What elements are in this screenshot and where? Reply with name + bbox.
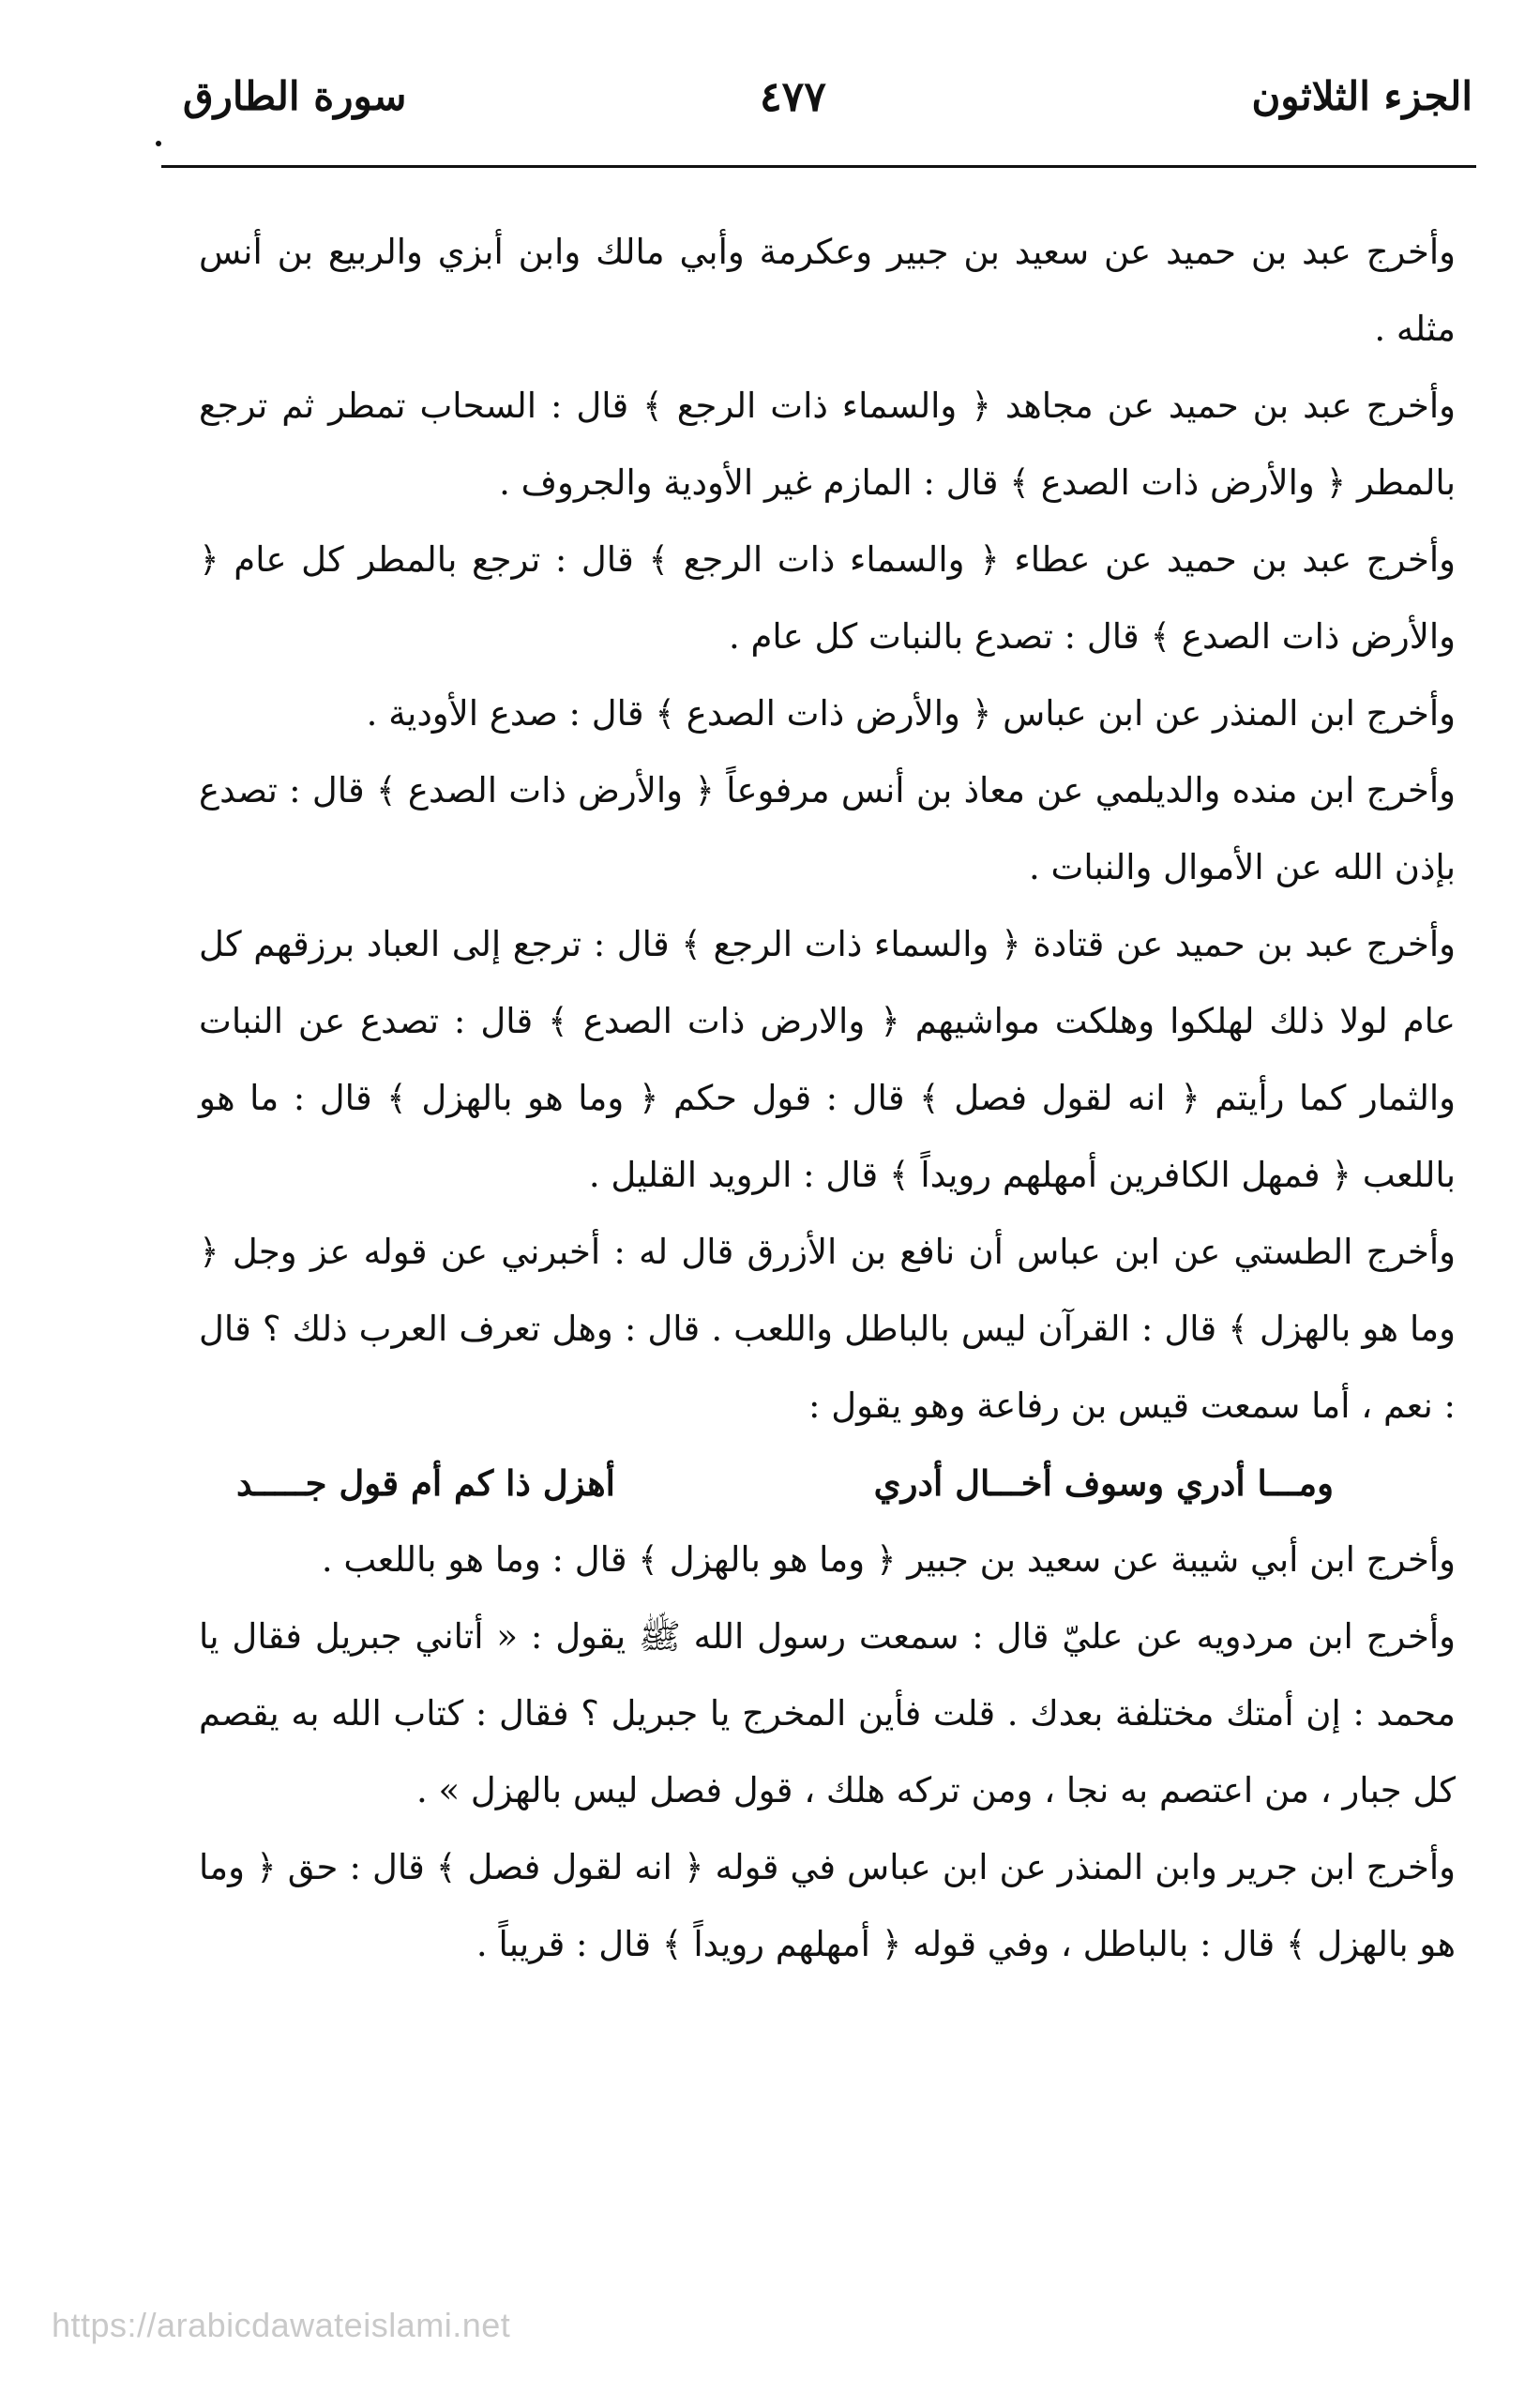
verse-first-hemistich: ومـــا أدري وسوف أخـــال أدري xyxy=(873,1462,1334,1504)
paragraph-8: وأخرج ابن أبي شيبة عن سعيد بن جبير ﴿ وما هو بالهزل ﴾ قال : وما هو باللعب . xyxy=(321,1539,1456,1580)
paragraph-3: وأخرج عبد بن حميد عن عطاء ﴿ والسماء ذات الرجع ﴾ قال : ترجع بالمطر كل عام ﴿ والأرض ذات الصدع ﴾ قال : تصدع بالنبات كل عام . xyxy=(199,539,1456,657)
page-body xyxy=(199,214,1456,1983)
page-number: ٤٧٧ xyxy=(760,73,826,121)
header-dot xyxy=(156,141,161,146)
page-header xyxy=(159,73,1472,139)
header-rule xyxy=(161,165,1476,168)
paragraph-4: وأخرج ابن المنذر عن ابن عباس ﴿ والأرض ذات الصدع ﴾ قال : صدع الأودية . xyxy=(366,693,1456,734)
verse-second-hemistich: أهزل ذا كم أم قول جـــــد xyxy=(236,1462,615,1504)
paragraph-7: وأخرج الطستي عن ابن عباس أن نافع بن الأزرق قال له : أخبرني عن قوله عز وجل ﴿ وما هو بالهزل ﴾ قال : القرآن ليس بالباطل واللعب . قال : وهل تعرف العرب ذلك ؟ قال : نعم ، أما سمعت قيس بن رفاعة وهو يقول : xyxy=(199,1232,1456,1426)
paragraph-5: وأخرج ابن منده والديلمي عن معاذ بن أنس مرفوعاً ﴿ والأرض ذات الصدع ﴾ قال : تصدع بإذن الله عن الأموال والنبات . xyxy=(199,770,1456,887)
paragraph-10: وأخرج ابن جرير وابن المنذر عن ابن عباس في قوله ﴿ انه لقول فصل ﴾ قال : حق ﴿ وما هو بالهزل ﴾ قال : بالباطل ، وفي قوله ﴿ أمهلهم رويداً ﴾ قال : قريباً . xyxy=(199,1847,1456,1964)
paragraph-1: وأخرج عبد بن حميد عن سعيد بن جبير وعكرمة وأبي مالك وابن أبزي والربيع بن أنس مثله . xyxy=(199,232,1456,349)
paragraph-6: وأخرج عبد بن حميد عن قتادة ﴿ والسماء ذات الرجع ﴾ قال : ترجع إلى العباد برزقهم كل عام لولا ذلك لهلكوا وهلكت مواشيهم ﴿ والارض ذات الصدع ﴾ قال : تصدع عن النبات والثمار كما رأيتم ﴿ انه لقول فصل ﴾ قال : قول حكم ﴿ وما هو بالهزل ﴾ قال : ما هو باللعب ﴿ فمهل الكافرين أمهلهم رويداً ﴾ قال : الرويد القليل . xyxy=(199,924,1456,1195)
paragraph-2: وأخرج عبد بن حميد عن مجاهد ﴿ والسماء ذات الرجع ﴾ قال : السحاب تمطر ثم ترجع بالمطر ﴿ والأرض ذات الصدع ﴾ قال : المازم غير الأودية والجروف . xyxy=(199,386,1456,503)
juz-title: الجزء الثلاثون xyxy=(1251,73,1472,119)
paragraph-9: وأخرج ابن مردويه عن عليّ قال : سمعت رسول الله ﷺ يقول : « أتاني جبريل فقال يا محمد : إن أمتك مختلفة بعدك . قلت فأين المخرج يا جبريل ؟ فقال : كتاب الله به يقصم كل جبار ، من اعتصم به نجا ، ومن تركه هلك ، قول فصل ليس بالهزل » . xyxy=(199,1616,1456,1810)
watermark-url: https://arabicdawateislami.net xyxy=(52,2306,511,2344)
poetry-verse xyxy=(199,1445,1456,1522)
surah-title: سورة الطارق xyxy=(183,73,407,119)
